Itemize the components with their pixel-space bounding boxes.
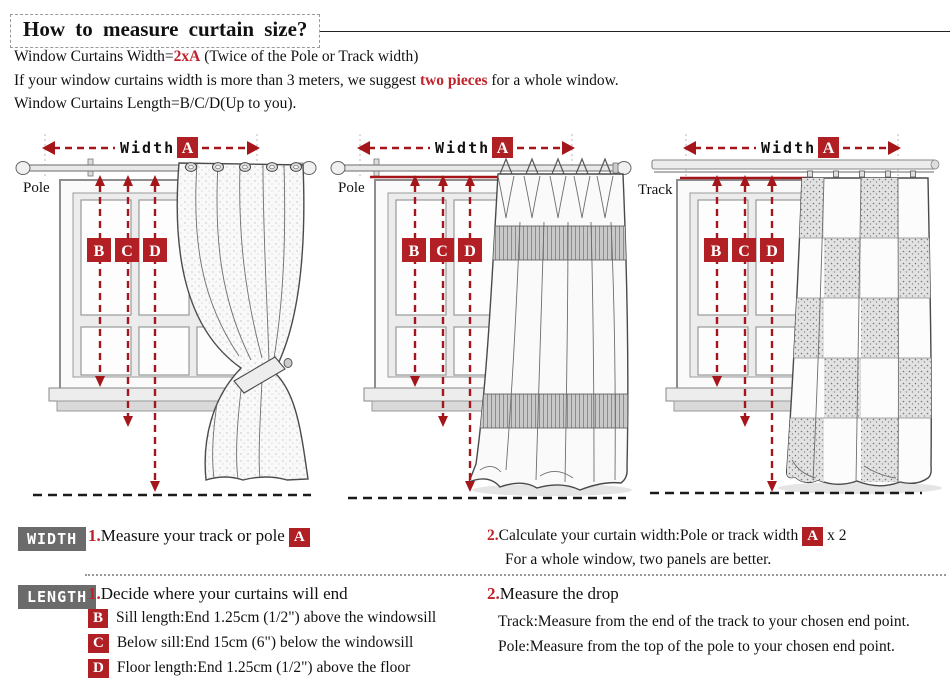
header xyxy=(10,14,950,48)
width-label: Width xyxy=(120,139,176,157)
a-badge: A xyxy=(289,528,310,547)
intro-text xyxy=(14,45,619,116)
intro-line-3: Window Curtains Length=B/C/D(Up to you). xyxy=(14,95,297,112)
svg-text:B: B xyxy=(93,243,105,260)
svg-text:A: A xyxy=(822,140,835,157)
curtain-band-bottom xyxy=(478,394,630,428)
intro-line-2: If your window curtains width is more than 3 meters, we suggest two pieces for a whole window. xyxy=(14,71,619,89)
diagram-pole-tietop-curtain xyxy=(330,130,640,515)
svg-text:B: B xyxy=(710,243,722,260)
d-badge: D xyxy=(88,659,109,678)
length-measure xyxy=(704,175,784,492)
width-formula: 2xA xyxy=(173,48,201,65)
track-note: Track:Measure from the end of the track to your chosen end point. xyxy=(498,613,910,630)
track-icon xyxy=(652,160,939,172)
page-title: How to measure curtain size? xyxy=(10,14,320,48)
mount-label: Pole xyxy=(338,180,365,196)
a-badge: A xyxy=(802,527,823,546)
b-badge: B xyxy=(88,609,108,628)
svg-text:D: D xyxy=(766,243,778,260)
c-badge: C xyxy=(88,634,109,653)
length-step-1: 1.Decide where your curtains will end xyxy=(88,584,348,603)
mount-label: Track xyxy=(638,182,673,198)
mount-label: Pole xyxy=(23,180,50,196)
svg-text:C: C xyxy=(738,243,750,260)
length-item-c: C Below sill:End 15cm (6") below the windowsill xyxy=(88,634,413,653)
svg-text:D: D xyxy=(149,243,161,260)
length-step-2: 2.Measure the drop xyxy=(487,584,619,603)
length-item-d: D Floor length:End 1.25cm (1/2") above the floor xyxy=(88,659,410,678)
width-section-badge: WIDTH xyxy=(18,527,86,551)
svg-text:C: C xyxy=(436,243,448,260)
svg-text:A: A xyxy=(496,140,509,157)
curtain-band-top xyxy=(487,226,629,260)
two-pieces-highlight: two pieces xyxy=(419,71,488,89)
section-divider xyxy=(85,574,946,576)
width-step-1: 1.Measure your track or pole A xyxy=(88,526,314,547)
title-rule xyxy=(320,31,950,32)
length-item-b: B Sill length:End 1.25cm (1/2") above the windowsill xyxy=(88,609,436,628)
svg-text:A: A xyxy=(181,140,194,157)
length-measure xyxy=(87,175,167,492)
width-label: Width xyxy=(761,139,817,157)
svg-text:D: D xyxy=(464,243,476,260)
diagram-track-patchwork-curtain xyxy=(632,130,942,515)
width-label: Width xyxy=(435,139,491,157)
svg-text:C: C xyxy=(121,243,133,260)
svg-text:B: B xyxy=(408,243,420,260)
pole-note: Pole:Measure from the top of the pole to your chosen end point. xyxy=(498,638,895,655)
diagram-pole-grommet-curtain xyxy=(15,130,325,515)
intro-line-1: Window Curtains Width=2xA (Twice of the Pole or Track width) xyxy=(14,48,419,65)
width-step-2-note: For a whole window, two panels are better. xyxy=(505,551,772,568)
length-measure xyxy=(402,175,482,492)
width-step-2: 2.Calculate your curtain width:Pole or track width A x 2 xyxy=(487,527,847,544)
curtain-patchwork xyxy=(778,171,942,494)
length-section-badge: LENGTH xyxy=(18,585,96,609)
